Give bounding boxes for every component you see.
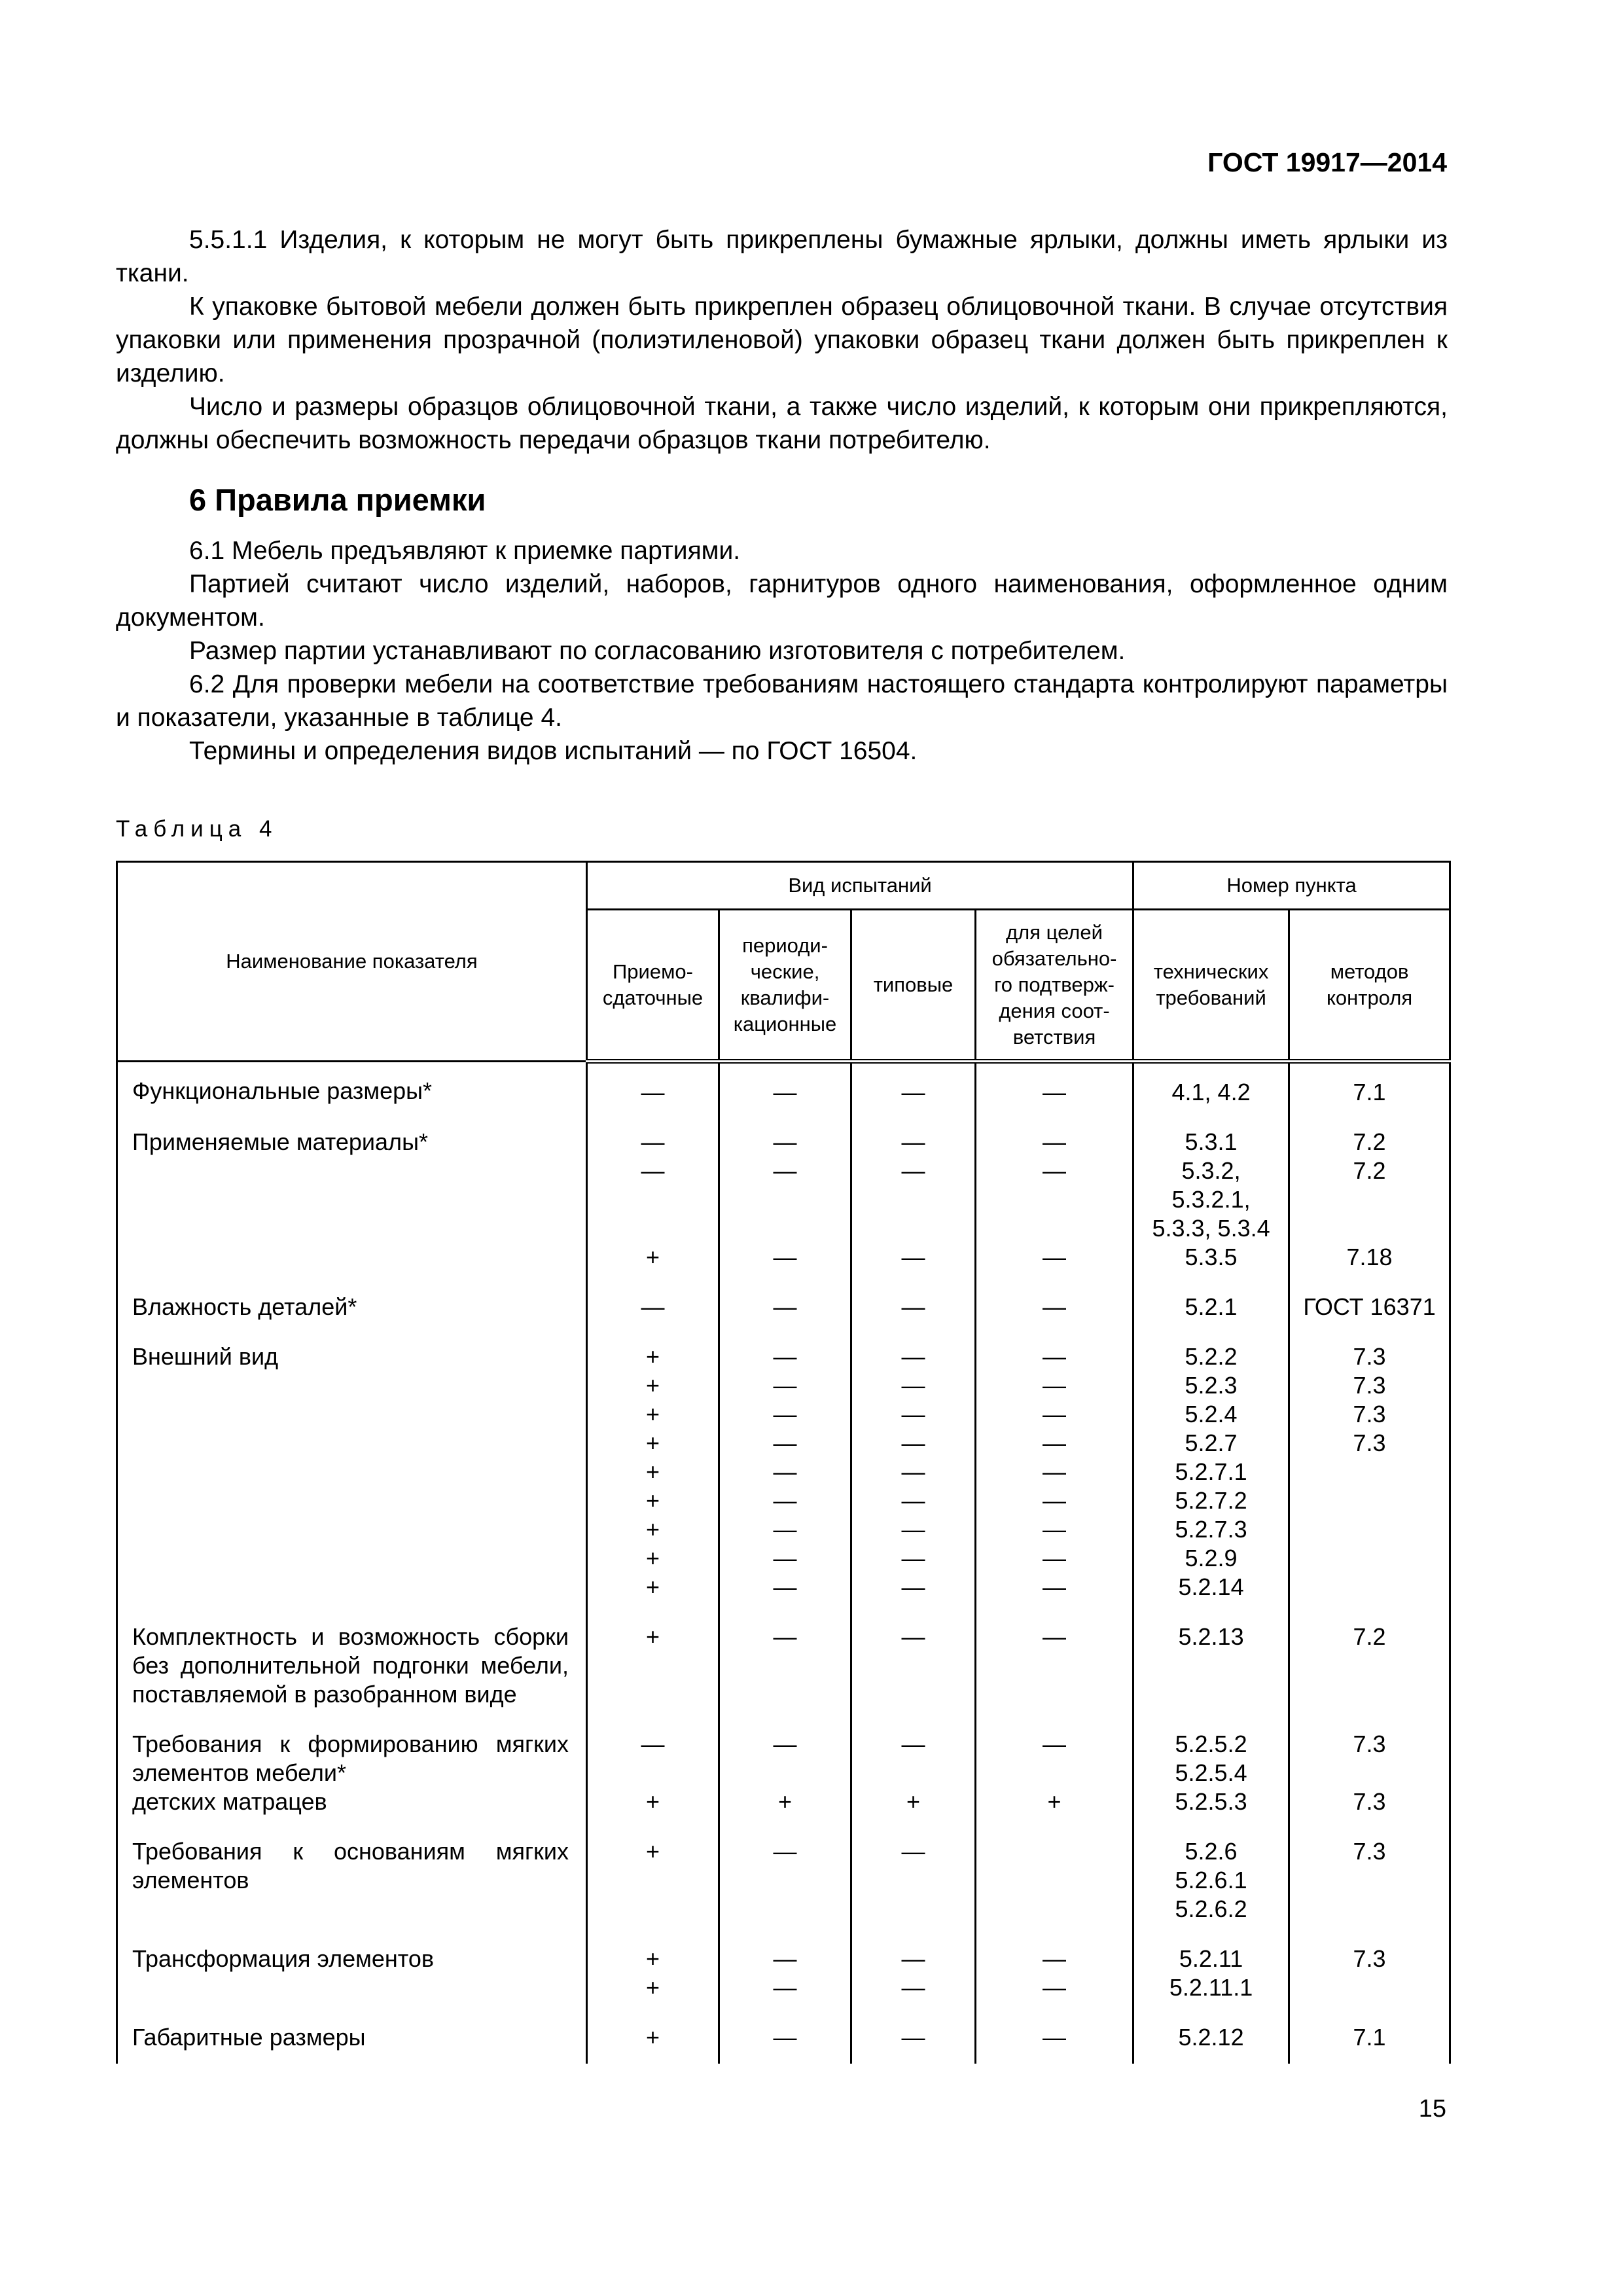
cell-text: 5.3.2.1, bbox=[1171, 1186, 1251, 1213]
cell-text bbox=[1299, 1759, 1440, 1787]
table-row bbox=[117, 1721, 1450, 1828]
periodic-cell bbox=[719, 1333, 851, 1613]
cell-text bbox=[861, 1185, 965, 1214]
cell-text: + bbox=[645, 1372, 660, 1399]
indicator-name bbox=[117, 1613, 587, 1721]
cell-text: 5.2.14 bbox=[1178, 1573, 1244, 1600]
tech-req-cell bbox=[1133, 1333, 1289, 1613]
cell-text: — bbox=[1043, 1731, 1067, 1757]
cell-text: 5.2.6 bbox=[1185, 1838, 1238, 1865]
cell-text: 7.1 bbox=[1353, 2024, 1386, 2051]
page-number: 15 bbox=[1418, 2095, 1446, 2123]
cell-text: + bbox=[645, 1401, 660, 1427]
cell-text: 5.2.1 bbox=[1185, 1293, 1238, 1320]
cell-text: — bbox=[1043, 1516, 1067, 1543]
cell-text: 7.3 bbox=[1353, 1731, 1386, 1757]
cell-text: — bbox=[901, 1573, 925, 1600]
cell-text: + bbox=[645, 1487, 660, 1514]
cell-text: 5.2.2 bbox=[1185, 1343, 1238, 1370]
cell-text: — bbox=[1043, 1128, 1067, 1155]
cell-text: — bbox=[773, 1945, 797, 1972]
methods-cell bbox=[1289, 1613, 1450, 1721]
indicator-name bbox=[117, 1721, 587, 1828]
cell-text: — bbox=[901, 1429, 925, 1456]
cell-text: — bbox=[901, 1623, 925, 1650]
cell-text: — bbox=[773, 1458, 797, 1485]
cell-text: — bbox=[773, 1401, 797, 1427]
cell-text: — bbox=[901, 1974, 925, 2001]
cell-text bbox=[597, 1759, 709, 1787]
cell-text bbox=[861, 1214, 965, 1243]
cell-text: — bbox=[773, 1731, 797, 1757]
acceptance-cell bbox=[587, 1828, 719, 1935]
conformity-cell bbox=[976, 1828, 1133, 1935]
table-row bbox=[117, 1935, 1450, 2014]
methods-cell bbox=[1289, 1721, 1450, 1828]
cell-text: + bbox=[645, 1974, 660, 2001]
cell-text: 5.2.7.3 bbox=[1175, 1516, 1247, 1543]
cell-text: — bbox=[773, 1343, 797, 1370]
cell-text: + bbox=[645, 1573, 660, 1600]
cell-text: — bbox=[773, 1079, 797, 1105]
periodic-cell bbox=[719, 1721, 851, 1828]
methods-cell bbox=[1289, 1935, 1450, 2014]
cell-text: + bbox=[777, 1788, 793, 1815]
cell-text: Функциональные размеры* bbox=[132, 1077, 433, 1104]
conformity-cell bbox=[976, 1613, 1133, 1721]
cell-text: 5.3.1 bbox=[1185, 1128, 1238, 1155]
cell-text bbox=[1299, 1214, 1440, 1243]
paragraph: 6.1 Мебель предъявляют к приемке партиями. bbox=[189, 537, 741, 565]
cell-text: 5.2.6.2 bbox=[1175, 1895, 1247, 1922]
cell-text: + bbox=[645, 1244, 660, 1270]
cell-text: Трансформация элементов bbox=[132, 1945, 435, 1972]
tech-req-cell bbox=[1133, 1721, 1289, 1828]
cell-text: 7.3 bbox=[1353, 1343, 1386, 1370]
cell-text: + bbox=[645, 1623, 660, 1650]
cell-text bbox=[597, 1185, 709, 1214]
cell-text: 7.1 bbox=[1353, 1079, 1386, 1105]
cell-text bbox=[1299, 1185, 1440, 1214]
methods-cell bbox=[1289, 1062, 1450, 1119]
header-acceptance: Приемо- сдаточные bbox=[587, 910, 719, 1062]
cell-text: 7.3 bbox=[1353, 1838, 1386, 1865]
cell-text bbox=[597, 1214, 709, 1243]
cell-text: 5.2.5.2 bbox=[1175, 1731, 1247, 1757]
cell-text: Комплектность и возможность сборки без дополнительной подгонки мебели, поставляемой в разобранном виде bbox=[132, 1623, 569, 1708]
cell-text bbox=[986, 1185, 1123, 1214]
cell-text: 5.2.7 bbox=[1185, 1429, 1238, 1456]
type-test-cell bbox=[851, 1062, 976, 1119]
table-row bbox=[117, 2014, 1450, 2064]
header-technical-requirements: технических требований bbox=[1133, 910, 1289, 1062]
cell-text: — bbox=[1043, 1573, 1067, 1600]
header-type-tests: типовые bbox=[851, 910, 976, 1062]
cell-text: — bbox=[901, 2024, 925, 2051]
conformity-cell bbox=[976, 1119, 1133, 1283]
cell-text: — bbox=[1043, 1372, 1067, 1399]
table-caption: Таблица 4 bbox=[116, 816, 278, 842]
header-clause-number: Номер пункта bbox=[1133, 862, 1450, 910]
periodic-cell bbox=[719, 1613, 851, 1721]
cell-text: 7.3 bbox=[1353, 1401, 1386, 1427]
acceptance-table bbox=[116, 861, 1451, 2064]
indicator-name bbox=[117, 2014, 587, 2064]
tech-req-cell bbox=[1133, 1613, 1289, 1721]
indicator-name bbox=[117, 1119, 587, 1283]
cell-text bbox=[986, 1759, 1123, 1787]
cell-text: 5.2.9 bbox=[1185, 1545, 1238, 1571]
methods-cell bbox=[1289, 2014, 1450, 2064]
cell-text bbox=[729, 1759, 841, 1787]
cell-text: 4.1, 4.2 bbox=[1171, 1079, 1251, 1105]
cell-text: + bbox=[645, 1545, 660, 1571]
conformity-cell bbox=[976, 1062, 1133, 1119]
cell-text: 5.2.13 bbox=[1178, 1623, 1244, 1650]
cell-text: — bbox=[901, 1487, 925, 1514]
cell-text: 7.3 bbox=[1353, 1372, 1386, 1399]
cell-text: — bbox=[901, 1079, 925, 1105]
cell-text: — bbox=[901, 1157, 925, 1184]
acceptance-cell bbox=[587, 2014, 719, 2064]
type-test-cell bbox=[851, 1828, 976, 1935]
cell-text: — bbox=[1043, 1429, 1067, 1456]
cell-text: 5.2.7.1 bbox=[1175, 1458, 1247, 1485]
cell-text: 5.2.5.3 bbox=[1175, 1788, 1247, 1815]
acceptance-cell bbox=[587, 1119, 719, 1283]
header-test-types: Вид испытаний bbox=[587, 862, 1133, 910]
cell-text: — bbox=[1043, 1401, 1067, 1427]
methods-cell bbox=[1289, 1828, 1450, 1935]
periodic-cell bbox=[719, 1828, 851, 1935]
periodic-cell bbox=[719, 1119, 851, 1283]
cell-text: — bbox=[773, 1244, 797, 1270]
cell-text: — bbox=[773, 1838, 797, 1865]
cell-text: — bbox=[773, 1974, 797, 2001]
paragraph: К упаковке бытовой мебели должен быть прикреплен образец облицовочной ткани. В случае отсутствия упаковки или применения прозрачной (полиэтиленовой) упаковки образец ткани должен быть прикреплен к изделию. bbox=[116, 293, 1448, 387]
cell-text: — bbox=[901, 1838, 925, 1865]
cell-text: + bbox=[645, 1343, 660, 1370]
cell-text: 5.3.5 bbox=[1185, 1244, 1238, 1270]
type-test-cell bbox=[851, 1333, 976, 1613]
cell-text: — bbox=[773, 1487, 797, 1514]
cell-text: — bbox=[1043, 1458, 1067, 1485]
cell-text: 5.2.11 bbox=[1179, 1945, 1243, 1972]
cell-text: — bbox=[901, 1244, 925, 1270]
conformity-cell bbox=[976, 1721, 1133, 1828]
acceptance-cell bbox=[587, 1935, 719, 2014]
cell-text: — bbox=[773, 1623, 797, 1650]
cell-text: — bbox=[641, 1128, 665, 1155]
methods-cell bbox=[1289, 1333, 1450, 1613]
acceptance-cell bbox=[587, 1613, 719, 1721]
type-test-cell bbox=[851, 1119, 976, 1283]
cell-text: — bbox=[773, 1157, 797, 1184]
cell-text: — bbox=[1043, 1079, 1067, 1105]
type-test-cell bbox=[851, 1721, 976, 1828]
cell-text: — bbox=[901, 1731, 925, 1757]
periodic-cell bbox=[719, 1283, 851, 1333]
table-row bbox=[117, 1062, 1450, 1119]
methods-cell bbox=[1289, 1119, 1450, 1283]
cell-text: + bbox=[645, 1838, 660, 1865]
cell-text: — bbox=[773, 1429, 797, 1456]
cell-text: — bbox=[1043, 1244, 1067, 1270]
tech-req-cell bbox=[1133, 1283, 1289, 1333]
cell-text: — bbox=[641, 1157, 665, 1184]
acceptance-cell bbox=[587, 1062, 719, 1119]
indicator-name bbox=[117, 1333, 587, 1613]
cell-text: — bbox=[901, 1128, 925, 1155]
header-test-methods: методов контроля bbox=[1289, 910, 1450, 1062]
cell-text: 5.2.5.4 bbox=[1175, 1759, 1247, 1786]
methods-cell bbox=[1289, 1283, 1450, 1333]
cell-text: + bbox=[645, 2024, 660, 2051]
table-row bbox=[117, 1333, 1450, 1613]
conformity-cell bbox=[976, 2014, 1133, 2064]
acceptance-cell bbox=[587, 1333, 719, 1613]
cell-text: Внешний вид bbox=[132, 1343, 279, 1370]
cell-text: — bbox=[1043, 1945, 1067, 1972]
cell-text: — bbox=[1043, 2024, 1067, 2051]
paragraph: Партией считают число изделий, наборов, гарнитуров одного наименования, оформленное одним документом. bbox=[116, 570, 1448, 632]
conformity-cell bbox=[976, 1935, 1133, 2014]
cell-text: + bbox=[906, 1788, 921, 1815]
cell-text: — bbox=[1043, 1974, 1067, 2001]
cell-text: + bbox=[645, 1458, 660, 1485]
table-row bbox=[117, 1119, 1450, 1283]
indicator-name bbox=[117, 1062, 587, 1119]
cell-text bbox=[861, 1759, 965, 1787]
cell-text: — bbox=[901, 1372, 925, 1399]
cell-text: — bbox=[1043, 1545, 1067, 1571]
cell-text: 5.2.11.1 bbox=[1169, 1974, 1253, 2001]
cell-text: 7.18 bbox=[1346, 1244, 1393, 1270]
body-text bbox=[116, 223, 1448, 768]
cell-text: — bbox=[901, 1516, 925, 1543]
tech-req-cell bbox=[1133, 1119, 1289, 1283]
tech-req-cell bbox=[1133, 1062, 1289, 1119]
cell-text: — bbox=[901, 1545, 925, 1571]
cell-text: + bbox=[1047, 1788, 1061, 1815]
periodic-cell bbox=[719, 2014, 851, 2064]
cell-text: 5.3.2, bbox=[1181, 1157, 1241, 1184]
cell-text: 7.3 bbox=[1353, 1788, 1386, 1815]
indicator-name bbox=[117, 1935, 587, 2014]
indicator-name bbox=[117, 1283, 587, 1333]
paragraph: Число и размеры образцов облицовочной ткани, а также число изделий, к которым они прикрепляются, должны обеспечить возможность передачи образцов ткани потребителю. bbox=[116, 393, 1448, 454]
acceptance-cell bbox=[587, 1721, 719, 1828]
tech-req-cell bbox=[1133, 2014, 1289, 2064]
periodic-cell bbox=[719, 1062, 851, 1119]
cell-text: — bbox=[773, 2024, 797, 2051]
conformity-cell bbox=[976, 1283, 1133, 1333]
cell-text: — bbox=[773, 1545, 797, 1571]
cell-text: детских матрацев bbox=[132, 1788, 327, 1815]
cell-text: + bbox=[645, 1788, 660, 1815]
cell-text: — bbox=[773, 1573, 797, 1600]
cell-text: — bbox=[773, 1516, 797, 1543]
type-test-cell bbox=[851, 1935, 976, 2014]
cell-text bbox=[986, 1837, 1123, 1866]
cell-text: 5.2.12 bbox=[1178, 2024, 1244, 2051]
tech-req-cell bbox=[1133, 1935, 1289, 2014]
header-indicator: Наименование показателя bbox=[117, 862, 587, 1062]
type-test-cell bbox=[851, 1283, 976, 1333]
cell-text: — bbox=[1043, 1157, 1067, 1184]
cell-text: 5.3.3, 5.3.4 bbox=[1152, 1215, 1270, 1242]
table-row bbox=[117, 1613, 1450, 1721]
type-test-cell bbox=[851, 1613, 976, 1721]
cell-text bbox=[729, 1185, 841, 1214]
type-test-cell bbox=[851, 2014, 976, 2064]
indicator-name bbox=[117, 1828, 587, 1935]
header-periodic: периоди- ческие, квалифи- кационные bbox=[719, 910, 851, 1062]
cell-text: 7.2 bbox=[1353, 1623, 1386, 1650]
cell-text bbox=[986, 1214, 1123, 1243]
cell-text: + bbox=[645, 1429, 660, 1456]
cell-text: + bbox=[645, 1945, 660, 1972]
tech-req-cell bbox=[1133, 1828, 1289, 1935]
cell-text: — bbox=[1043, 1487, 1067, 1514]
cell-text: — bbox=[901, 1343, 925, 1370]
paragraph: 6.2 Для проверки мебели на соответствие требованиям настоящего стандарта контролируют параметры и показатели, указанные в таблице 4. bbox=[116, 670, 1448, 732]
cell-text: — bbox=[1043, 1623, 1067, 1650]
cell-text: — bbox=[641, 1079, 665, 1105]
section-title: 6 Правила приемки bbox=[189, 482, 486, 517]
document-code: ГОСТ 19917—2014 bbox=[1207, 147, 1447, 177]
periodic-cell bbox=[719, 1935, 851, 2014]
cell-text: — bbox=[1043, 1293, 1067, 1320]
conformity-cell bbox=[976, 1333, 1133, 1613]
cell-text: — bbox=[1043, 1343, 1067, 1370]
paragraph: Размер партии устанавливают по согласованию изготовителя с потребителем. bbox=[189, 637, 1126, 665]
cell-text: — bbox=[641, 1731, 665, 1757]
cell-text: — bbox=[773, 1372, 797, 1399]
cell-text: 7.2 bbox=[1353, 1157, 1386, 1184]
table-row bbox=[117, 1283, 1450, 1333]
cell-text: — bbox=[901, 1458, 925, 1485]
cell-text bbox=[729, 1214, 841, 1243]
paragraph: 5.5.1.1 Изделия, к которым не могут быть прикреплены бумажные ярлыки, должны иметь ярлыки из ткани. bbox=[116, 226, 1448, 287]
cell-text: ГОСТ 16371 bbox=[1303, 1293, 1436, 1320]
cell-text: 5.2.4 bbox=[1185, 1401, 1238, 1427]
cell-text: — bbox=[901, 1945, 925, 1972]
cell-text: 7.3 bbox=[1353, 1945, 1386, 1972]
cell-text: — bbox=[641, 1293, 665, 1320]
cell-text: — bbox=[901, 1401, 925, 1427]
paragraph: Термины и определения видов испытаний — по ГОСТ 16504. bbox=[189, 737, 918, 765]
cell-text: — bbox=[901, 1293, 925, 1320]
cell-text: Габаритные размеры bbox=[132, 2024, 366, 2051]
cell-text: — bbox=[773, 1128, 797, 1155]
cell-text: Применяемые материалы* bbox=[132, 1128, 428, 1155]
cell-text: 7.3 bbox=[1353, 1429, 1386, 1456]
cell-text: 5.2.6.1 bbox=[1175, 1867, 1247, 1893]
table-row bbox=[117, 1828, 1450, 1935]
header-conformity: для целей обязательно- го подтверж- дения соот- ветствия bbox=[976, 910, 1133, 1062]
cell-text: Требования к основаниям мягких элементов bbox=[132, 1838, 569, 1893]
cell-text: Требования к формированию мягких элементов мебели* bbox=[132, 1731, 569, 1786]
cell-text: — bbox=[773, 1293, 797, 1320]
acceptance-cell bbox=[587, 1283, 719, 1333]
cell-text: 7.2 bbox=[1353, 1128, 1386, 1155]
cell-text: + bbox=[645, 1516, 660, 1543]
cell-text: 5.2.7.2 bbox=[1175, 1487, 1247, 1514]
cell-text: Влажность деталей* bbox=[132, 1293, 357, 1320]
cell-text: 5.2.3 bbox=[1185, 1372, 1238, 1399]
